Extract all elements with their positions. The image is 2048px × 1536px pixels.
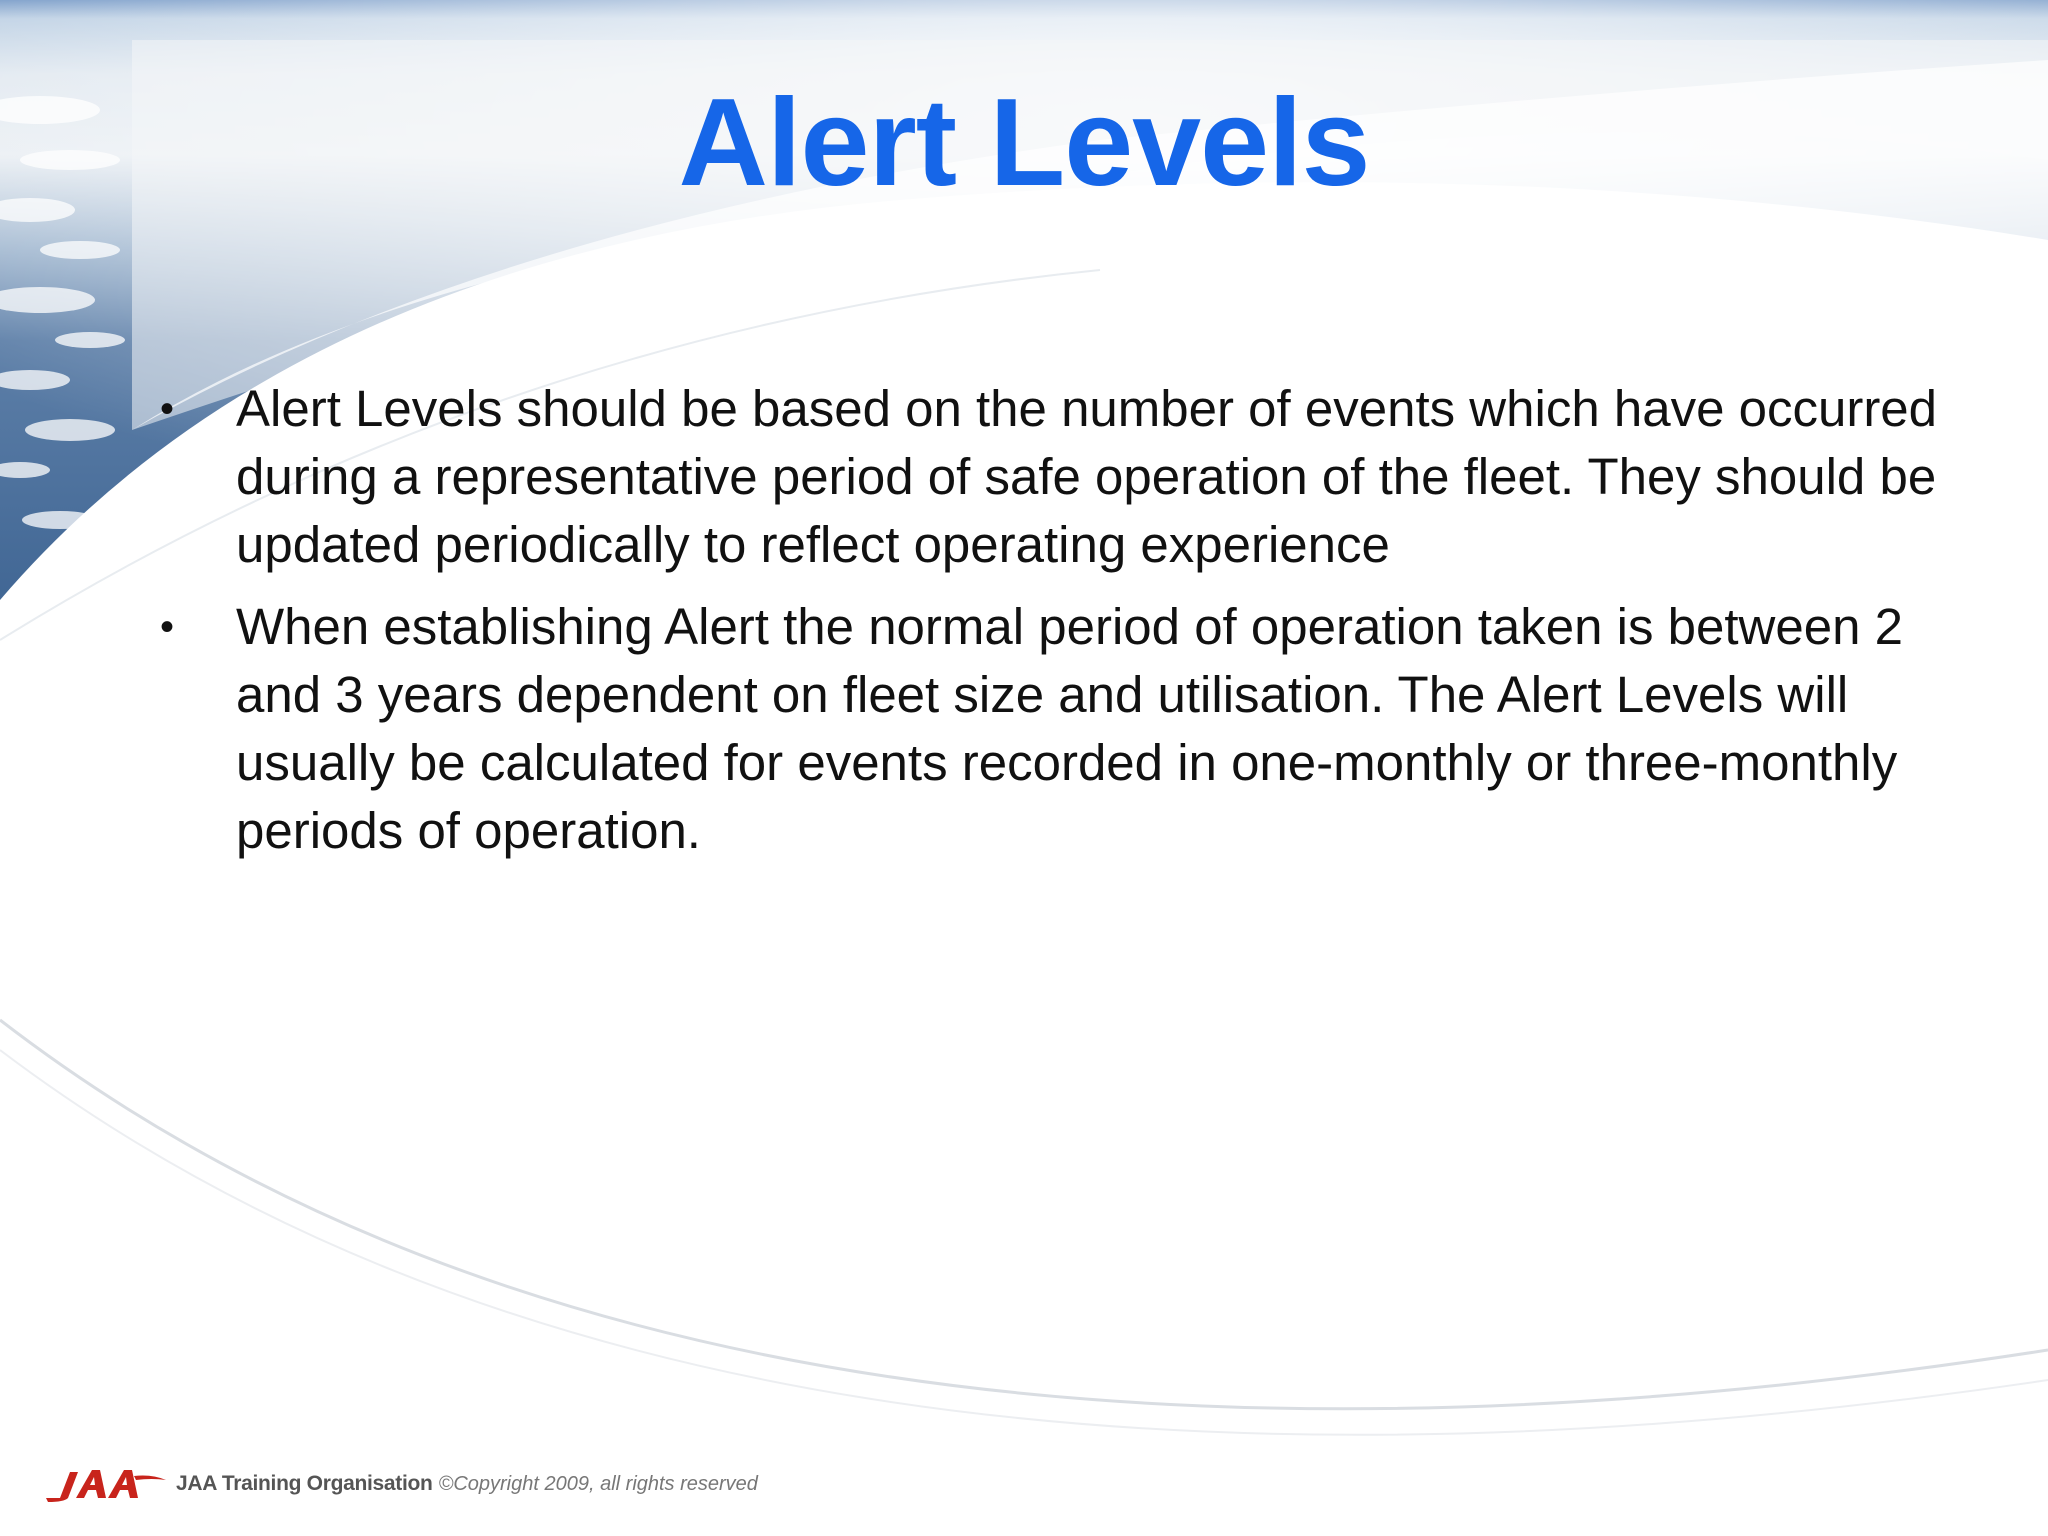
jaa-logo-icon	[40, 1464, 168, 1504]
footer	[40, 1464, 758, 1504]
bullet-item	[160, 593, 1960, 865]
bullet-list	[160, 375, 1960, 879]
bullet-text: Alert Levels should be based on the number of events which have occurred during a representative period of safe operation of the fleet. They should be updated periodically to reflect operating experience	[236, 380, 1938, 573]
slide-title: Alert Levels	[678, 74, 1370, 212]
bullet-point-icon: •	[160, 605, 175, 649]
bullet-point-icon: •	[160, 387, 175, 431]
bullet-text: When establishing Alert the normal period of operation taken is between 2 and 3 years dependent on fleet size and utilisation. The Alert Levels will usually be calculated for events recorded in one-monthly or three-monthly periods of operation.	[236, 598, 1904, 859]
footer-organisation: JAA Training Organisation	[176, 1472, 433, 1495]
footer-copyright: ©Copyright 2009, all rights reserved	[438, 1472, 758, 1495]
bullet-item	[160, 375, 1960, 579]
